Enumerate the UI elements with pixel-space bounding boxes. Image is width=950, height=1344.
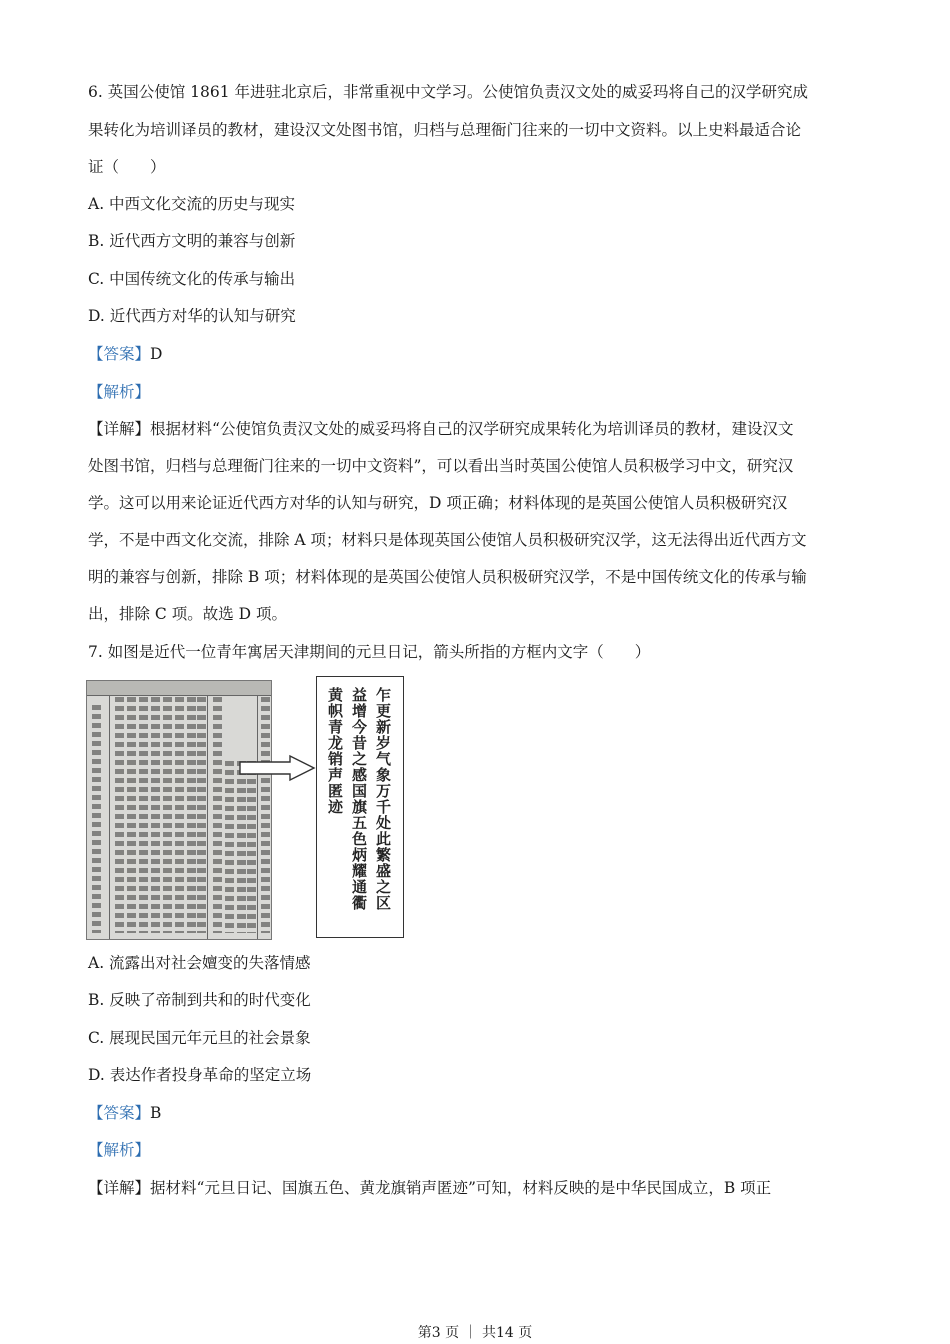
- highlighted-text-box: [316, 676, 404, 938]
- q6-detail-line: 学，不是中西文化交流，排除 A 项；材料只是体现英国公使馆人员积极研究汉学，这无法得出近代西方文: [88, 531, 807, 549]
- detail-text: 根据材料“公使馆负责汉文处的威妥玛将自己的汉学研究成果转化为培训译员的教材，建设汉文: [150, 420, 794, 438]
- q6-option-a: A. 中西文化交流的历史与现实: [88, 195, 296, 213]
- q7-option-c: C. 展现民国元年元旦的社会景象: [88, 1029, 311, 1047]
- q6-detail-line: 出，排除 C 项。故选 D 项。: [88, 605, 287, 623]
- box-text-column: 益增今昔之感国旗五色炳耀通衢: [350, 687, 368, 911]
- q6-detail-line: [88, 419, 793, 439]
- answer-value: B: [150, 1104, 162, 1122]
- q6-stem-line: 证（ ）: [88, 158, 166, 176]
- q6-analysis-label: 【解析】: [88, 383, 151, 401]
- q7-analysis-label: 【解析】: [88, 1141, 151, 1159]
- q6-stem-line: 6. 英国公使馆 1861 年进驻北京后，非常重视中文学习。公使馆负责汉文处的威妥玛将自己的汉学研究成: [88, 83, 809, 101]
- box-text-column: 乍更新岁气象万千处此繁盛之区: [374, 687, 392, 911]
- q6-detail-line: 明的兼容与创新，排除 B 项；材料体现的是英国公使馆人员积极研究汉学，不是中国传统文化的传承与输: [88, 568, 807, 586]
- q6-answer: [88, 344, 162, 364]
- detail-label: 【详解】: [88, 420, 151, 438]
- answer-label: 【答案】: [88, 1104, 151, 1122]
- q6-option-b: B. 近代西方文明的兼容与创新: [88, 232, 296, 250]
- q6-detail-line: 处图书馆，归档与总理衙门往来的一切中文资料”，可以看出当时英国公使馆人员积极学习中文，研究汉: [88, 457, 794, 475]
- detail-label: 【详解】: [88, 1179, 151, 1197]
- q6-option-d: D. 近代西方对华的认知与研究: [88, 307, 296, 325]
- q7-stem: 7. 如图是近代一位青年寓居天津期间的元旦日记，箭头所指的方框内文字（ ）: [88, 643, 651, 661]
- box-text-column: 黄帜青龙销声匿迹: [326, 687, 344, 815]
- diary-figure: [86, 676, 406, 940]
- detail-text: 据材料“元旦日记、国旗五色、黄龙旗销声匿迹”可知，材料反映的是中华民国成立，B 项正: [150, 1179, 772, 1197]
- diary-scan-image: [86, 680, 272, 940]
- answer-label: 【答案】: [88, 345, 151, 363]
- q7-detail-line: [88, 1178, 771, 1198]
- arrow-icon: [238, 754, 318, 782]
- q7-option-b: B. 反映了帝制到共和的时代变化: [88, 991, 311, 1009]
- q7-option-a: A. 流露出对社会嬗变的失落情感: [88, 954, 311, 972]
- q7-answer: [88, 1103, 161, 1123]
- q6-stem-line: 果转化为培训译员的教材，建设汉文处图书馆，归档与总理衙门往来的一切中文资料。以上史料最适合论: [88, 121, 802, 139]
- page-footer: 第3 页 ｜ 共14 页: [417, 1325, 533, 1341]
- q6-option-c: C. 中国传统文化的传承与输出: [88, 270, 296, 288]
- q7-option-d: D. 表达作者投身革命的坚定立场: [88, 1066, 312, 1084]
- answer-value: D: [150, 345, 163, 363]
- q6-detail-line: 学。这可以用来论证近代西方对华的认知与研究，D 项正确；材料体现的是英国公使馆人员积极研究汉: [88, 494, 788, 512]
